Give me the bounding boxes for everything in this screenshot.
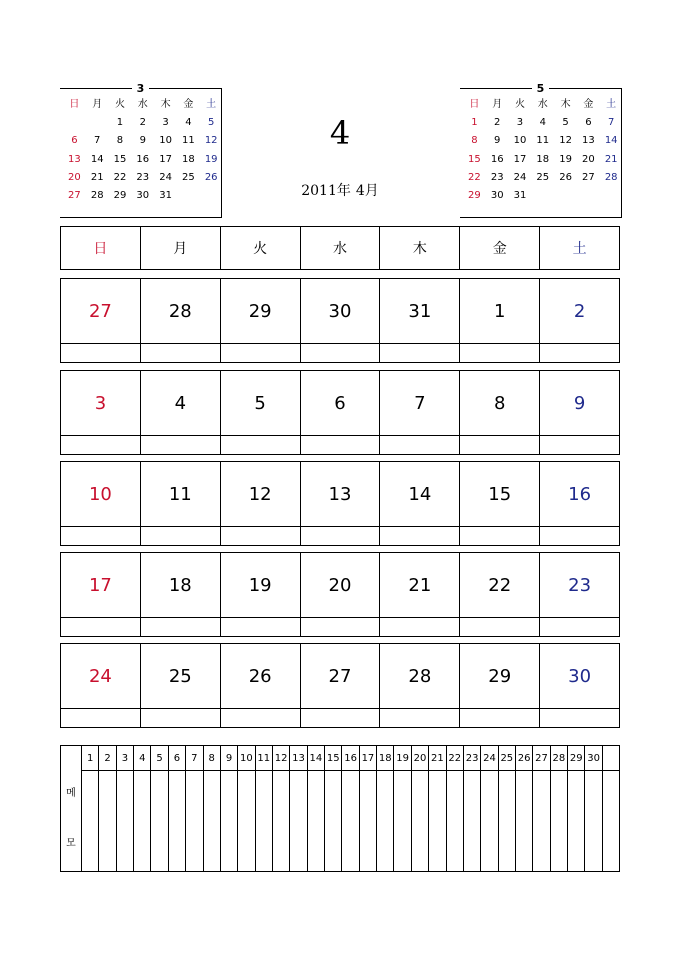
- weekday-thu: 木: [379, 227, 459, 269]
- memo-column[interactable]: [551, 746, 568, 871]
- day-cell[interactable]: [140, 371, 220, 454]
- day-cell[interactable]: [539, 279, 619, 362]
- mini-day: [577, 187, 600, 205]
- memo-day-label: 27: [533, 746, 549, 771]
- day-cell[interactable]: [379, 279, 459, 362]
- day-number: 29: [248, 300, 272, 322]
- day-cell[interactable]: [300, 279, 380, 362]
- day-cell[interactable]: [220, 371, 300, 454]
- day-cell[interactable]: [61, 371, 140, 454]
- day-cell[interactable]: [379, 644, 459, 727]
- mini-day: 23: [490, 171, 504, 183]
- memo-table: [60, 745, 620, 872]
- weekday-fri: 金: [459, 227, 539, 269]
- day-cell[interactable]: [140, 553, 220, 636]
- mini-day: [86, 114, 109, 132]
- memo-column[interactable]: [447, 746, 464, 871]
- memo-day-label: 14: [308, 746, 324, 771]
- mini-day: 27: [68, 189, 81, 201]
- memo-column[interactable]: [99, 746, 116, 871]
- memo-column[interactable]: [256, 746, 273, 871]
- day-number: 21: [408, 574, 432, 596]
- mini-day: 28: [90, 189, 104, 201]
- memo-day-label: 11: [256, 746, 272, 771]
- day-cell[interactable]: [300, 644, 380, 727]
- mini-calendar-next-grid: [463, 96, 623, 205]
- day-number: 15: [488, 483, 512, 505]
- mini-day: 20: [68, 171, 81, 183]
- mini-day: 4: [539, 117, 546, 129]
- day-cell[interactable]: [61, 462, 140, 545]
- day-number: 11: [168, 483, 192, 505]
- mini-day: 19: [204, 153, 218, 165]
- memo-column[interactable]: [412, 746, 429, 871]
- memo-day-label: 29: [568, 746, 584, 771]
- mini-day: 24: [159, 171, 172, 183]
- memo-day-label: 9: [221, 746, 237, 771]
- week-row: [60, 643, 620, 728]
- memo-column[interactable]: [151, 746, 168, 871]
- year-label: 2011年: [301, 183, 351, 199]
- mini-day: 26: [204, 171, 218, 183]
- mini-day: 19: [559, 153, 572, 165]
- memo-column[interactable]: [568, 746, 585, 871]
- memo-columns: [82, 746, 619, 871]
- mini-day: [200, 187, 223, 205]
- mini-weekday: 月: [92, 99, 103, 110]
- weekday-sat: 土: [539, 227, 619, 269]
- mini-day: 10: [513, 135, 527, 147]
- day-cell[interactable]: [61, 553, 140, 636]
- mini-day: 1: [116, 117, 124, 129]
- mini-weekday: 木: [560, 99, 571, 110]
- day-cell[interactable]: [539, 462, 619, 545]
- memo-label-top: 메: [66, 788, 76, 799]
- memo-column[interactable]: [585, 746, 602, 871]
- memo-column[interactable]: [325, 746, 342, 871]
- memo-day-label: 2: [99, 746, 115, 771]
- memo-column[interactable]: [394, 746, 411, 871]
- day-number: 17: [88, 574, 112, 596]
- day-cell[interactable]: [379, 462, 459, 545]
- mini-day: 31: [513, 189, 527, 201]
- weekday-sun: 日: [93, 241, 108, 257]
- day-number: 28: [408, 665, 432, 687]
- day-number: 26: [248, 665, 272, 687]
- mini-day: 22: [113, 171, 127, 183]
- memo-column[interactable]: [481, 746, 498, 871]
- day-cell[interactable]: [459, 279, 539, 362]
- day-number: 28: [168, 300, 192, 322]
- memo-day-label: 19: [394, 746, 410, 771]
- mini-day: 9: [494, 135, 501, 147]
- memo-column[interactable]: [499, 746, 516, 871]
- day-cell[interactable]: [539, 553, 619, 636]
- day-number: 14: [408, 483, 432, 505]
- mini-day: 10: [159, 135, 172, 147]
- mini-day: 6: [585, 117, 592, 129]
- memo-column[interactable]: [360, 746, 377, 871]
- day-number: 6: [334, 392, 346, 414]
- mini-day: 31: [159, 189, 172, 201]
- mini-day: 25: [536, 171, 550, 183]
- memo-column[interactable]: [603, 746, 619, 871]
- day-number: 19: [248, 574, 272, 596]
- mini-day: 21: [604, 153, 618, 165]
- day-number: 10: [88, 483, 112, 505]
- mini-day: 8: [471, 135, 478, 147]
- day-cell[interactable]: [220, 644, 300, 727]
- mini-day: 7: [607, 117, 615, 129]
- mini-day: 11: [182, 135, 195, 147]
- mini-day: 15: [468, 153, 481, 165]
- mini-day: 28: [604, 171, 618, 183]
- memo-column[interactable]: [429, 746, 446, 871]
- memo-day-label: 16: [342, 746, 358, 771]
- mini-day: 24: [513, 171, 527, 183]
- mini-weekday: 木: [160, 99, 171, 110]
- mini-day: 20: [582, 153, 595, 165]
- day-number: 30: [328, 300, 352, 322]
- mini-weekday: 土: [606, 99, 617, 110]
- mini-weekday: 日: [469, 99, 480, 110]
- mini-day: 14: [604, 135, 618, 147]
- day-number: 4: [174, 392, 187, 414]
- mini-day: 17: [513, 153, 527, 165]
- mini-day: 25: [182, 171, 195, 183]
- mini-day: 21: [90, 171, 104, 183]
- memo-day-label: 24: [481, 746, 497, 771]
- day-number: 18: [168, 574, 192, 596]
- mini-day: 18: [536, 153, 550, 165]
- memo-column[interactable]: [273, 746, 290, 871]
- day-number: 23: [568, 574, 592, 596]
- mini-day: 7: [94, 135, 101, 147]
- mini-day: 15: [113, 153, 127, 165]
- mini-day: 30: [136, 189, 150, 201]
- memo-day-label: 20: [412, 746, 428, 771]
- day-number: 29: [488, 665, 512, 687]
- mini-day: 18: [182, 153, 195, 165]
- mini-day: 14: [90, 153, 104, 165]
- day-number: 9: [573, 392, 586, 414]
- memo-column[interactable]: [186, 746, 203, 871]
- memo-day-label: 18: [377, 746, 393, 771]
- mini-day: 2: [494, 117, 501, 129]
- memo-day-label: 17: [360, 746, 376, 771]
- memo-day-label: 1: [82, 746, 98, 771]
- memo-label: [61, 746, 82, 871]
- memo-column[interactable]: [308, 746, 325, 871]
- memo-day-label: 21: [429, 746, 445, 771]
- memo-label-bottom: 모: [66, 838, 76, 849]
- memo-day-label: 8: [204, 746, 220, 771]
- day-number: 27: [328, 665, 352, 687]
- memo-column[interactable]: [169, 746, 186, 871]
- memo-day-label: 28: [551, 746, 567, 771]
- mini-day: 13: [68, 153, 81, 165]
- mini-day: 4: [185, 117, 192, 129]
- memo-column[interactable]: [533, 746, 550, 871]
- memo-day-label: 25: [499, 746, 515, 771]
- day-number: 5: [254, 392, 266, 414]
- mini-day: 22: [468, 171, 481, 183]
- mini-weekday: 金: [583, 99, 594, 110]
- memo-day-label: 13: [290, 746, 306, 771]
- mini-day: 2: [139, 117, 146, 129]
- memo-day-label: 22: [447, 746, 463, 771]
- day-number: 27: [88, 300, 112, 322]
- day-cell[interactable]: [300, 371, 380, 454]
- mini-day: [531, 187, 554, 205]
- memo-day-label: 10: [238, 746, 254, 771]
- mini-day: 9: [139, 135, 146, 147]
- day-number: 2: [573, 300, 586, 322]
- mini-day: [177, 187, 200, 205]
- day-cell[interactable]: [379, 553, 459, 636]
- day-number: 25: [168, 665, 192, 687]
- memo-column[interactable]: [516, 746, 533, 871]
- month-number: 4: [329, 114, 351, 152]
- mini-day: 11: [536, 135, 550, 147]
- week-row: [60, 278, 620, 363]
- memo-day-label: 5: [151, 746, 167, 771]
- weekday-mon: 月: [140, 227, 220, 269]
- day-number: 16: [568, 483, 592, 505]
- day-cell[interactable]: [220, 462, 300, 545]
- memo-day-label: 30: [585, 746, 601, 771]
- mini-day: [600, 187, 623, 205]
- memo-column[interactable]: [238, 746, 255, 871]
- memo-day-label: 15: [325, 746, 341, 771]
- memo-day-label: 12: [273, 746, 289, 771]
- mini-weekday: 土: [206, 99, 217, 110]
- memo-column[interactable]: [377, 746, 394, 871]
- day-number: 8: [494, 392, 506, 414]
- day-number: 22: [488, 574, 512, 596]
- mini-day: 16: [490, 153, 504, 165]
- day-cell[interactable]: [140, 279, 220, 362]
- mini-calendar-next-title: 5: [532, 82, 550, 95]
- day-cell[interactable]: [379, 371, 459, 454]
- mini-weekday: 水: [137, 99, 148, 110]
- day-cell[interactable]: [539, 644, 619, 727]
- memo-day-label: [603, 746, 619, 771]
- week-row: [60, 370, 620, 455]
- mini-day: 16: [136, 153, 150, 165]
- day-cell[interactable]: [220, 553, 300, 636]
- memo-column[interactable]: [464, 746, 481, 871]
- mini-calendar-prev-grid: [63, 96, 223, 205]
- mini-day: 23: [136, 171, 150, 183]
- memo-day-label: 26: [516, 746, 532, 771]
- day-cell[interactable]: [459, 462, 539, 545]
- memo-column[interactable]: [204, 746, 221, 871]
- day-cell[interactable]: [61, 279, 140, 362]
- mini-day: 5: [207, 117, 215, 129]
- memo-day-label: 23: [464, 746, 480, 771]
- day-number: 3: [94, 392, 107, 414]
- mini-day: 12: [559, 135, 572, 147]
- week-row: [60, 461, 620, 546]
- day-number: 31: [408, 300, 432, 322]
- mini-day: 5: [562, 117, 569, 129]
- week-row: [60, 552, 620, 637]
- memo-column[interactable]: [117, 746, 134, 871]
- memo-day-label: 7: [186, 746, 202, 771]
- day-number: 1: [494, 300, 506, 322]
- memo-day-label: 4: [134, 746, 150, 771]
- day-cell[interactable]: [220, 279, 300, 362]
- mini-weekday: 火: [514, 99, 525, 110]
- mini-day: 26: [559, 171, 572, 183]
- memo-column[interactable]: [290, 746, 307, 871]
- day-cell[interactable]: [61, 644, 140, 727]
- day-cell[interactable]: [459, 371, 539, 454]
- day-number: 24: [88, 665, 112, 687]
- day-number: 7: [414, 392, 426, 414]
- mini-day: 1: [471, 117, 478, 129]
- mini-day: [63, 114, 86, 132]
- memo-column[interactable]: [342, 746, 359, 871]
- mini-day: 6: [71, 135, 78, 147]
- year-month-title: [240, 178, 440, 204]
- month-label: 4月: [355, 183, 379, 199]
- day-cell[interactable]: [300, 462, 380, 545]
- day-number: 13: [328, 483, 352, 505]
- mini-day: 3: [162, 117, 169, 129]
- weekday-wed: 水: [300, 227, 380, 269]
- memo-day-label: 3: [117, 746, 133, 771]
- day-number: 20: [328, 574, 352, 596]
- mini-day: 29: [113, 189, 127, 201]
- mini-weekday: 金: [183, 99, 194, 110]
- mini-day: 29: [468, 189, 481, 201]
- mini-calendar-prev: [60, 82, 222, 218]
- weekday-header: [60, 226, 620, 270]
- day-cell[interactable]: [459, 553, 539, 636]
- memo-day-label: 6: [169, 746, 185, 771]
- mini-weekday: 月: [492, 99, 503, 110]
- mini-day: 27: [582, 171, 595, 183]
- mini-calendar-next: [460, 82, 622, 218]
- mini-day: 3: [516, 117, 524, 129]
- memo-column[interactable]: [134, 746, 151, 871]
- mini-day: 12: [204, 135, 218, 147]
- mini-weekday: 日: [69, 99, 80, 110]
- day-number: 12: [248, 483, 272, 505]
- weekday-tue: 火: [220, 227, 300, 269]
- day-cell[interactable]: [140, 644, 220, 727]
- day-cell[interactable]: [539, 371, 619, 454]
- mini-weekday: 水: [537, 99, 548, 110]
- memo-column[interactable]: [82, 746, 99, 871]
- mini-day: 17: [159, 153, 172, 165]
- mini-calendar-prev-title: 3: [132, 82, 150, 95]
- day-cell[interactable]: [459, 644, 539, 727]
- mini-day: 13: [582, 135, 595, 147]
- mini-day: [554, 187, 577, 205]
- day-cell[interactable]: [140, 462, 220, 545]
- day-number: 30: [568, 665, 592, 687]
- mini-weekday: 火: [114, 99, 125, 110]
- mini-day: 8: [116, 135, 124, 147]
- day-cell[interactable]: [300, 553, 380, 636]
- memo-column[interactable]: [221, 746, 238, 871]
- mini-day: 30: [490, 189, 504, 201]
